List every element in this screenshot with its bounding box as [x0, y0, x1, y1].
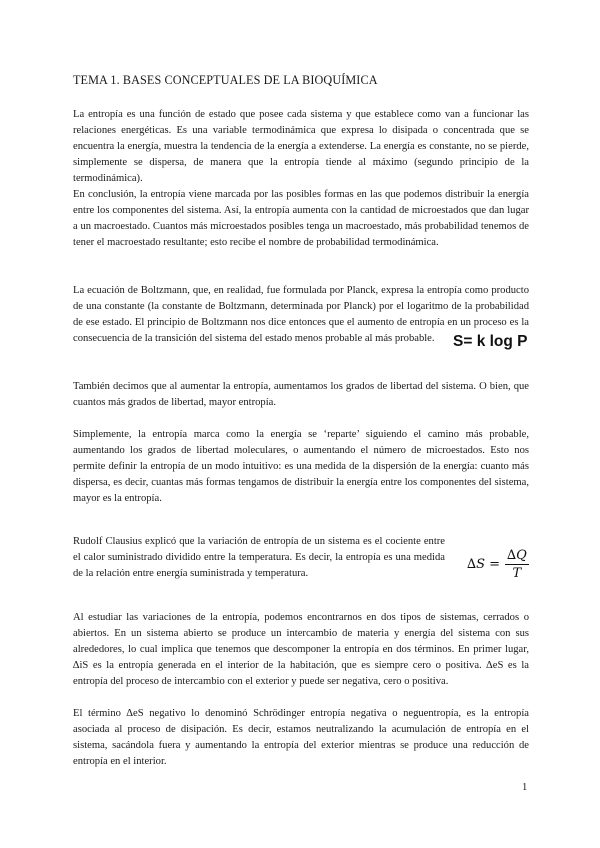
paragraph-boltzmann: La ecuación de Boltzmann, que, en realidad, fue formulada por Planck, expresa la entropía como producto de una constante (la constante de Boltzmann, determinada por Planck) por el logaritmo de la probabilidad de ese estado. El principio de Boltzmann nos dice entonces que el aumento de entropía en un proceso es la consecuencia de la transición del sistema del estado menos probable al más probable. — [73, 285, 529, 345]
clausius-formula — [467, 548, 529, 581]
clausius-fraction — [505, 548, 529, 581]
paragraph-open-closed-systems: Al estudiar las variaciones de la entropía, podemos encontrarnos en dos tipos de sistemas, cerrados o abiertos. En un sistema abierto se produce un intercambio de materia y energía del sistema con sus alrededores, lo cual implica que tenemos que descomponer la entropía en dos términos. En primer lugar, ∆iS es la entropía generada en el interior de la habitación, que es siempre cero o positiva. ∆eS es la entropía del proceso de intercambio con el exterior y puede ser negativa, cero o positiva. — [73, 612, 529, 688]
clausius-denominator: T — [512, 566, 522, 581]
paragraph-negentropy: El término ∆eS negativo lo denominó Schrödinger entropía negativa o neguentropía, es la entropía asociada al proceso de disipación. Es decir, estamos neutralizando la acumulación de entropía en el sistema, sacándola fuera y aumentando la entropía del exterior mientras se produce una reducción de entropía en el interior. — [73, 708, 529, 768]
paragraph-clausius: Rudolf Clausius explicó que la variación de entropía de un sistema es el cociente entre el calor suministrado dividido entre la temperatura. Es decir, la entropía es una medida de la relación entre energía suministrada y temperatura. — [73, 536, 445, 580]
page-number: 1 — [522, 782, 528, 793]
document-title: TEMA 1. BASES CONCEPTUALES DE LA BIOQUÍMICA — [73, 73, 378, 87]
clausius-formula-lhs: ∆S = — [467, 557, 501, 572]
paragraph-degrees-of-freedom: También decimos que al aumentar la entropía, aumentamos los grados de libertad del sistema. O bien, que cuantos más grados de libertad, mayor entropía. — [73, 381, 529, 409]
paragraph-energy-dispersion: Simplemente, la entropía marca como la energía se ‘reparte’ siguiendo el camino más probable, aumentando los grados de libertad moleculares, o aumentando el número de microestados. Esto nos permite definir la entropía de un modo intuitivo: es una medida de la dispersión de la energía: cuanto más dispersa, es decir, cuantas más formas tengamos de distribuir la energía entre los componentes del sistema, mayor es la entropía. — [73, 429, 529, 505]
paragraph-entropy-definition: La entropía es una función de estado que posee cada sistema y que establece como van a funcionar las relaciones energéticas. Es una variable termodinámica que expresa lo disipada o concentrada que se encuentra la energía, muestra la tendencia de la energía a extenderse. La energía es constante, no se pierde, simplemente se dispersa, de manera que la entropía tiende al máximo (segundo principio de la termodinámica). — [73, 109, 529, 185]
boltzmann-formula: S= k log P — [453, 333, 528, 350]
clausius-numerator: ∆Q — [507, 548, 527, 563]
paragraph-conclusion: En conclusión, la entropía viene marcada por las posibles formas en las que podemos distribuir la energía entre los componentes del sistema. Así, la entropía aumenta con la cantidad de microestados que dan lugar a un macroestado. Cuantos más microestados posibles tenga un macroestado, más probabilidad tenemos de tener el macroestado resultante; esto recibe el nombre de probabilidad termodinámica. — [73, 189, 529, 249]
